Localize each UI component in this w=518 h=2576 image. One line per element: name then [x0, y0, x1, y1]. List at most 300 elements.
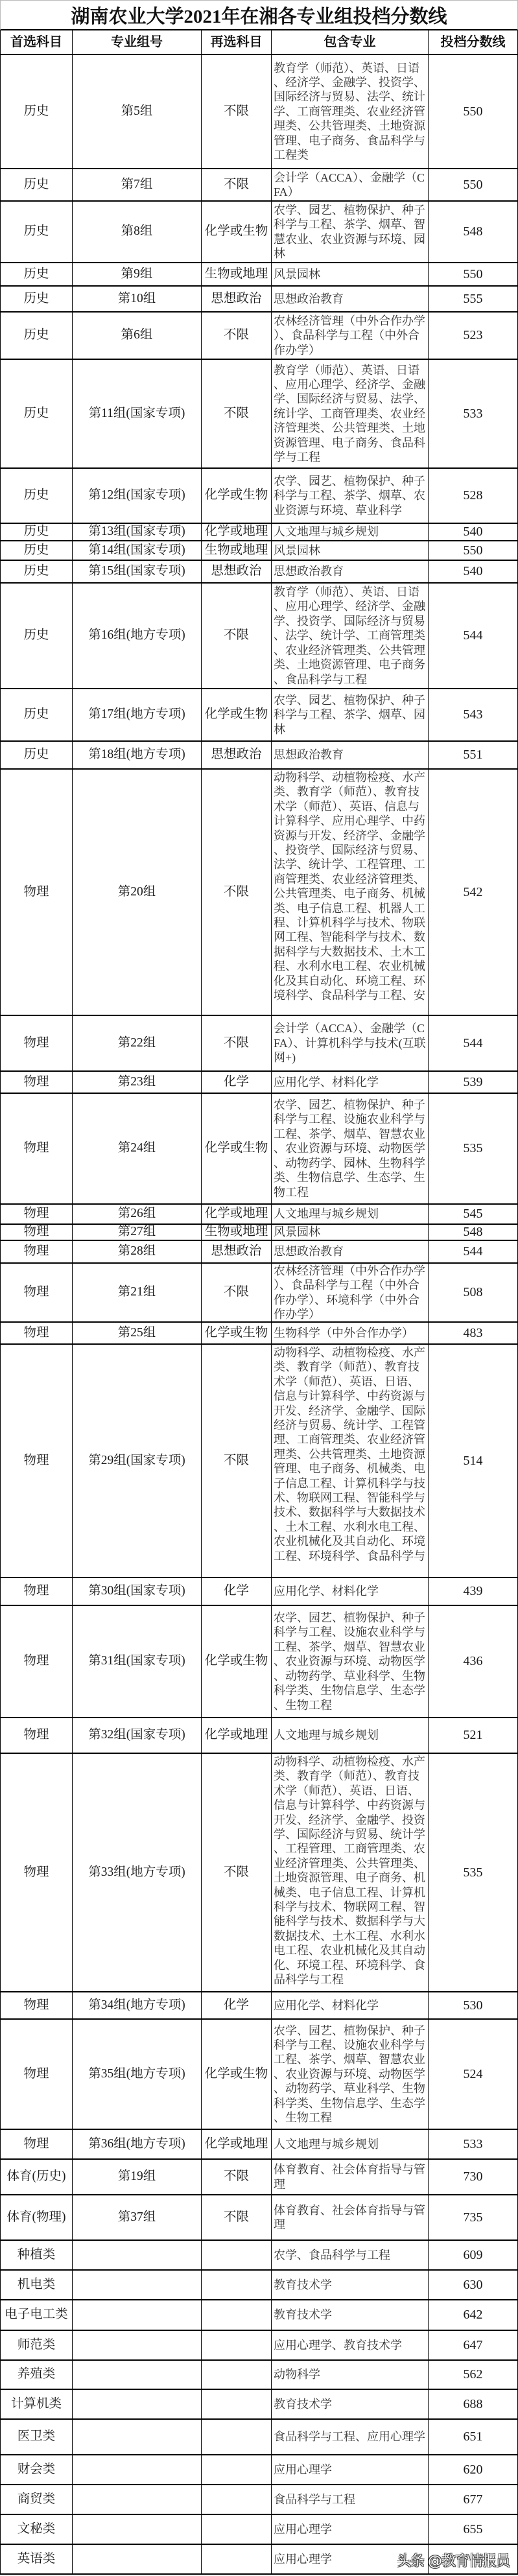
second-subject: 生物或地理 [204, 543, 268, 557]
first-subject-cell [0, 584, 73, 688]
second-subject-cell [202, 2390, 272, 2418]
majors-cell [272, 1241, 429, 1262]
first-subject-cell [0, 1205, 73, 1223]
score-cell [429, 202, 518, 262]
majors-cell [272, 2300, 429, 2330]
majors: 会计学（ACCA）、金融学（CFA）、计算机科学与技术(互联网+) [274, 1022, 426, 1065]
score-cell [429, 1323, 518, 1343]
second-subject-cell [202, 169, 272, 200]
score-cell [429, 2160, 518, 2194]
second-subject: 化学或生物 [204, 1654, 268, 1668]
second-subject-cell [202, 1016, 272, 1070]
score: 539 [463, 1074, 483, 1089]
second-subject-cell [202, 1323, 272, 1343]
majors-cell [272, 2515, 429, 2544]
score-cell [429, 2515, 518, 2544]
majors: 思想政治教育 [274, 292, 344, 305]
first-subject-cell [0, 2020, 73, 2129]
first-subject-cell [0, 2390, 73, 2418]
second-subject: 不限 [223, 2210, 249, 2224]
score-cell [429, 1225, 518, 1240]
first-subject: 历史 [23, 177, 49, 191]
score: 542 [463, 884, 483, 899]
first-subject-cell [0, 2515, 73, 2544]
group-number-cell [73, 524, 202, 540]
second-subject-cell [202, 2515, 272, 2544]
first-subject-cell [0, 1578, 73, 1605]
first-subject: 历史 [23, 488, 49, 502]
table-row [0, 770, 518, 1016]
first-subject: 物理 [23, 1728, 49, 1742]
first-subject-cell [0, 1016, 73, 1070]
second-subject-cell [202, 2195, 272, 2239]
score: 543 [463, 707, 483, 722]
first-subject-cell [0, 1992, 73, 2018]
first-subject-cell [0, 169, 73, 200]
group-number-cell [73, 2020, 202, 2129]
group-number: 第11组(国家专项) [88, 406, 185, 420]
majors-cell [272, 2390, 429, 2418]
score: 483 [463, 1325, 483, 1340]
first-subject-cell [0, 689, 73, 740]
score: 514 [463, 1453, 483, 1468]
group-number: 第6组 [121, 328, 153, 342]
first-subject-cell [0, 2300, 73, 2330]
table-row [0, 1094, 518, 1205]
majors-cell [272, 1606, 429, 1717]
majors: 农学、食品科学与工程 [274, 2248, 390, 2262]
table-row [0, 263, 518, 287]
group-number-cell [73, 313, 202, 359]
second-subject: 化学或生物 [204, 488, 268, 502]
group-number-cell [73, 263, 202, 285]
majors-cell [272, 55, 429, 168]
majors-cell [272, 287, 429, 311]
majors: 动物科学、动植物检疫、水产类、教育学（师范）、教育技术学（师范）、英语、日语、信息与计算科学、中药资源与开发、经济学、金融学、投资学、国际经济与贸易、统计学、工程管理、工商管理类、农业经济管理类、公共管理类、土地资源管理、电子商务、机械类、电子信息工程、计算机科学与技术、物联网工程、智能科学与技术、数据科学与大数据技术、土木工程、水利水电工程、农业机械化及其自动化、环境工程、环境科学、食品科学与工程 [274, 1755, 425, 1987]
table-row [0, 2485, 518, 2515]
second-subject-cell [202, 2300, 272, 2330]
score: 533 [463, 2136, 483, 2151]
majors: 体育教育、社会体育指导与管理 [274, 2163, 425, 2191]
first-subject-cell [0, 360, 73, 467]
score-cell [429, 561, 518, 582]
second-subject-cell [202, 2361, 272, 2389]
majors-cell [272, 1205, 429, 1223]
table-row [0, 1606, 518, 1718]
group-number-cell [73, 202, 202, 262]
second-subject: 不限 [223, 884, 249, 899]
second-subject: 化学或生物 [204, 1141, 268, 1155]
majors-cell [272, 1094, 429, 1203]
score-cell [429, 2420, 518, 2454]
majors: 风景园林 [274, 543, 320, 557]
group-number-cell [73, 2515, 202, 2544]
group-number: 第9组 [121, 266, 153, 281]
majors: 教育技术学 [274, 2278, 332, 2291]
majors: 体育教育、社会体育指导与管理 [274, 2203, 425, 2231]
header-group-number: 专业组号 [73, 30, 202, 54]
majors-cell [272, 2271, 429, 2299]
second-subject: 不限 [223, 406, 249, 420]
second-subject: 思想政治 [211, 748, 262, 762]
first-subject-cell [0, 1072, 73, 1093]
score: 735 [463, 2210, 483, 2225]
first-subject: 物理 [23, 1244, 49, 1258]
second-subject-cell [202, 1578, 272, 1605]
first-subject: 师范类 [17, 2337, 56, 2352]
group-number: 第37组 [117, 2210, 156, 2224]
majors: 农林经济管理（中外合作办学）、食品科学与工程（中外合作办学）、环境科学（中外合作办学） [274, 1264, 425, 1321]
group-number: 第36组(地方专项) [88, 2136, 185, 2151]
majors: 人文地理与城乡规划 [274, 2137, 379, 2151]
score-cell [429, 2020, 518, 2129]
table-row [0, 541, 518, 561]
majors: 应用心理学、教育技术学 [274, 2338, 402, 2352]
majors-cell [272, 2331, 429, 2359]
score: 562 [463, 2367, 483, 2382]
majors-cell [272, 2361, 429, 2389]
first-subject-cell [0, 524, 73, 540]
first-subject-cell [0, 313, 73, 359]
group-number-cell [73, 2485, 202, 2514]
score: 609 [463, 2247, 483, 2262]
majors-cell [272, 1264, 429, 1321]
majors-cell [272, 2420, 429, 2454]
majors: 农学、园艺、植物保护、种子科学与工程、设施农业科学与工程、茶学、烟草、智慧农业、农业资源与环境、动物医学、动物药学、草业科学、生物科学类、生物信息学、生态学、生物工程 [274, 1611, 425, 1712]
second-subject: 不限 [223, 1035, 249, 1050]
first-subject: 物理 [23, 1998, 49, 2012]
group-number-cell [73, 1241, 202, 1262]
score: 436 [463, 1654, 483, 1669]
group-number: 第23组 [117, 1074, 156, 1089]
majors: 应用心理学 [274, 2522, 332, 2536]
first-subject-cell [0, 1094, 73, 1203]
group-number-cell [73, 2390, 202, 2418]
majors-cell [272, 1225, 429, 1240]
majors-cell [272, 469, 429, 523]
score-cell [429, 1578, 518, 1605]
first-subject-cell [0, 1345, 73, 1577]
first-subject: 物理 [23, 1654, 49, 1668]
header-first-subject: 首选科目 [0, 30, 73, 54]
table-row [0, 2020, 518, 2130]
group-number-cell [73, 1205, 202, 1223]
majors: 思想政治教育 [274, 565, 344, 578]
first-subject: 物理 [23, 1074, 49, 1089]
second-subject: 化学或生物 [204, 1325, 268, 1340]
score-cell [429, 541, 518, 560]
majors: 教育学（师范）、英语、日语、应用心理学、经济学、金融学、国际经济与贸易、法学、统计学、工商管理类、农业经济管理类、公共管理类、土地资源管理、电子商务、食品科学与工程 [274, 363, 425, 464]
majors: 教育学（师范）、英语、日语、经济学、金融学、投资学、国际经济与贸易、法学、统计学、工商管理类、农业经济管理类、公共管理类、土地资源管理、电子商务、食品科学与工程类 [274, 61, 425, 162]
majors: 会计学（ACCA）、金融学（CFA） [274, 171, 425, 198]
second-subject-cell [202, 1072, 272, 1093]
score: 651 [463, 2429, 483, 2444]
first-subject: 历史 [23, 104, 49, 118]
table-row [0, 561, 518, 584]
score-cell [429, 169, 518, 200]
majors-cell [272, 1754, 429, 1991]
group-number-cell [73, 1072, 202, 1093]
second-subject: 化学 [223, 1074, 249, 1089]
group-number-cell [73, 1225, 202, 1240]
second-subject: 不限 [223, 104, 249, 118]
table-row [0, 1718, 518, 1754]
group-number-cell [73, 1754, 202, 1991]
first-subject-cell [0, 1225, 73, 1240]
score-cell [429, 1264, 518, 1321]
group-number-cell [73, 541, 202, 560]
group-number: 第30组(国家专项) [88, 1584, 185, 1598]
score: 524 [463, 2066, 483, 2081]
majors: 应用化学、材料化学 [274, 1998, 379, 2012]
score: 439 [463, 1584, 483, 1599]
first-subject: 历史 [23, 291, 49, 305]
first-subject-cell [0, 561, 73, 582]
majors-cell [272, 2160, 429, 2194]
group-number: 第29组(国家专项) [88, 1453, 185, 1467]
first-subject: 历史 [23, 628, 49, 643]
group-number: 第31组(国家专项) [88, 1654, 185, 1668]
group-number: 第27组 [117, 1225, 156, 1239]
majors: 农学、园艺、植物保护、种子科学与工程、茶学、烟草、农业资源与环境、草业科学 [274, 474, 425, 517]
score-cell [429, 2485, 518, 2514]
first-subject: 物理 [23, 1453, 49, 1467]
first-subject: 物理 [23, 2066, 49, 2081]
table-row [0, 2130, 518, 2160]
group-number: 第10组 [117, 291, 156, 305]
group-number-cell [73, 2271, 202, 2299]
score-cell [429, 1606, 518, 1717]
first-subject-cell [0, 1718, 73, 1753]
group-number: 第19组 [117, 2169, 156, 2184]
score: 647 [463, 2337, 483, 2352]
majors: 农学、园艺、植物保护、种子科学与工程、设施农业科学与工程、茶学、烟草、智慧农业、农业资源与环境、动物医学、动物药学、园林、生物科学类、生物信息学、生态学、生物工程 [274, 1098, 425, 1199]
first-subject: 机电类 [17, 2277, 56, 2291]
first-subject-cell [0, 1241, 73, 1262]
second-subject-cell [202, 541, 272, 560]
group-number-cell [73, 169, 202, 200]
second-subject-cell [202, 524, 272, 540]
majors-cell [272, 689, 429, 740]
first-subject: 物理 [23, 1584, 49, 1598]
first-subject: 英语类 [17, 2551, 56, 2566]
group-number: 第33组(地方专项) [88, 1865, 185, 1879]
group-number-cell [73, 770, 202, 1015]
score-cell [429, 287, 518, 311]
majors-cell [272, 1578, 429, 1605]
second-subject: 生物或地理 [204, 1225, 268, 1239]
majors: 农林经济管理（中外合作办学）、食品科学与工程（中外合作办学） [274, 314, 425, 357]
second-subject-cell [202, 55, 272, 168]
majors: 应用心理学 [274, 2463, 332, 2476]
first-subject-cell [0, 1606, 73, 1717]
majors: 食品科学与工程、应用心理学 [274, 2430, 425, 2444]
second-subject-cell [202, 2020, 272, 2129]
header-score: 投档分数线 [429, 30, 518, 54]
score-cell [429, 1992, 518, 2018]
first-subject: 物理 [23, 1035, 49, 1050]
majors: 教育技术学 [274, 2308, 332, 2322]
second-subject-cell [202, 1264, 272, 1321]
score: 688 [463, 2396, 483, 2411]
score: 620 [463, 2462, 483, 2477]
score-cell [429, 584, 518, 688]
majors: 应用化学、材料化学 [274, 1585, 379, 1598]
majors-cell [272, 1323, 429, 1343]
score: 677 [463, 2492, 483, 2507]
group-number: 第18组(地方专项) [88, 748, 185, 762]
first-subject: 历史 [23, 543, 49, 557]
group-number: 第28组 [117, 1244, 156, 1258]
score-cell [429, 689, 518, 740]
first-subject: 物理 [23, 884, 49, 899]
group-number: 第13组(国家专项) [88, 525, 185, 539]
score-cell [429, 770, 518, 1015]
table-row [0, 2331, 518, 2361]
score-cell [429, 2271, 518, 2299]
group-number-cell [73, 469, 202, 523]
second-subject-cell [202, 1992, 272, 2018]
score: 540 [463, 564, 483, 579]
table-row [0, 1016, 518, 1072]
score: 550 [463, 104, 483, 119]
second-subject: 不限 [223, 1285, 249, 1299]
table-row [0, 1323, 518, 1345]
group-number: 第15组(国家专项) [88, 564, 185, 578]
second-subject: 化学或地理 [204, 525, 268, 539]
table-row [0, 2241, 518, 2271]
majors-cell [272, 2130, 429, 2158]
score: 544 [463, 628, 483, 643]
second-subject-cell [202, 1241, 272, 1262]
second-subject-cell [202, 2331, 272, 2359]
first-subject-cell [0, 1754, 73, 1991]
group-number-cell [73, 1718, 202, 1753]
group-number-cell [73, 1264, 202, 1321]
table-row [0, 524, 518, 541]
first-subject-cell [0, 2130, 73, 2158]
score: 535 [463, 1141, 483, 1156]
group-number-cell [73, 2195, 202, 2239]
group-number: 第7组 [121, 177, 153, 191]
second-subject: 化学或生物 [204, 707, 268, 722]
group-number-cell [73, 2361, 202, 2389]
score-cell [429, 2390, 518, 2418]
majors: 动物科学 [274, 2368, 320, 2381]
first-subject-cell [0, 263, 73, 285]
table-row [0, 2420, 518, 2455]
second-subject-cell [202, 287, 272, 311]
group-number-cell [73, 689, 202, 740]
score-cell [429, 742, 518, 768]
first-subject-cell [0, 742, 73, 768]
first-subject-cell [0, 2160, 73, 2194]
table-body [0, 55, 518, 2575]
score-cell [429, 1241, 518, 1262]
score: 523 [463, 328, 483, 343]
second-subject: 化学或地理 [204, 2136, 268, 2151]
score-cell [429, 2455, 518, 2484]
score-cell [429, 524, 518, 540]
group-number-cell [73, 2160, 202, 2194]
first-subject: 历史 [23, 564, 49, 578]
first-subject-cell [0, 55, 73, 168]
first-subject-cell [0, 541, 73, 560]
second-subject: 化学或地理 [204, 1728, 268, 1742]
majors-cell [272, 1718, 429, 1753]
second-subject-cell [202, 1754, 272, 1991]
score: 550 [463, 177, 483, 192]
second-subject-cell [202, 2130, 272, 2158]
table-row [0, 2361, 518, 2390]
group-number: 第32组(国家专项) [88, 1728, 185, 1742]
majors-cell [272, 2485, 429, 2514]
first-subject-cell [0, 287, 73, 311]
group-number: 第35组(地方专项) [88, 2066, 185, 2081]
second-subject-cell [202, 2241, 272, 2269]
group-number: 第16组(地方专项) [88, 628, 185, 643]
majors: 教育学（师范）、英语、日语、应用心理学、经济学、金融学、投资学、国际经济与贸易、法学、统计学、工商管理类、农业经济管理类、公共管理类、土地资源管理、电子商务、食品科学与工程 [274, 585, 425, 686]
second-subject-cell [202, 2485, 272, 2514]
table-row [0, 169, 518, 202]
majors-cell [272, 1016, 429, 1070]
first-subject: 物理 [23, 1141, 49, 1155]
first-subject-cell [0, 2455, 73, 2484]
second-subject: 化学或生物 [204, 224, 268, 239]
score-cell [429, 1345, 518, 1577]
second-subject: 不限 [223, 1865, 249, 1879]
table-row [0, 287, 518, 313]
second-subject: 不限 [223, 628, 249, 643]
second-subject: 思想政治 [211, 564, 262, 578]
score-cell [429, 2130, 518, 2158]
score: 730 [463, 2169, 483, 2184]
score-cell [429, 263, 518, 285]
first-subject-cell [0, 1323, 73, 1343]
first-subject-cell [0, 2331, 73, 2359]
first-subject: 计算机类 [10, 2396, 62, 2411]
first-subject: 养殖类 [17, 2367, 56, 2381]
group-number-cell [73, 1094, 202, 1203]
first-subject: 历史 [23, 748, 49, 762]
majors-cell [272, 263, 429, 285]
first-subject: 物理 [23, 2136, 49, 2151]
majors-cell [272, 1992, 429, 2018]
first-subject: 物理 [23, 1865, 49, 1879]
majors-cell [272, 524, 429, 540]
second-subject: 思想政治 [211, 291, 262, 305]
first-subject: 物理 [23, 1225, 49, 1239]
table-row [0, 2271, 518, 2300]
group-number-cell [73, 1016, 202, 1070]
table-row [0, 360, 518, 469]
score-cell [429, 1094, 518, 1203]
second-subject-cell [202, 1606, 272, 1717]
majors: 食品科学与工程 [274, 2492, 355, 2506]
table-row [0, 1264, 518, 1323]
group-number: 第14组(国家专项) [88, 543, 185, 557]
group-number: 第5组 [121, 104, 153, 118]
score: 548 [463, 224, 483, 239]
first-subject: 历史 [23, 406, 49, 420]
group-number-cell [73, 1323, 202, 1343]
first-subject: 种植类 [17, 2247, 56, 2262]
header-second-subject: 再选科目 [202, 30, 272, 54]
score-cell [429, 360, 518, 467]
second-subject: 不限 [223, 1453, 249, 1467]
group-number-cell [73, 360, 202, 467]
first-subject-cell [0, 2195, 73, 2239]
